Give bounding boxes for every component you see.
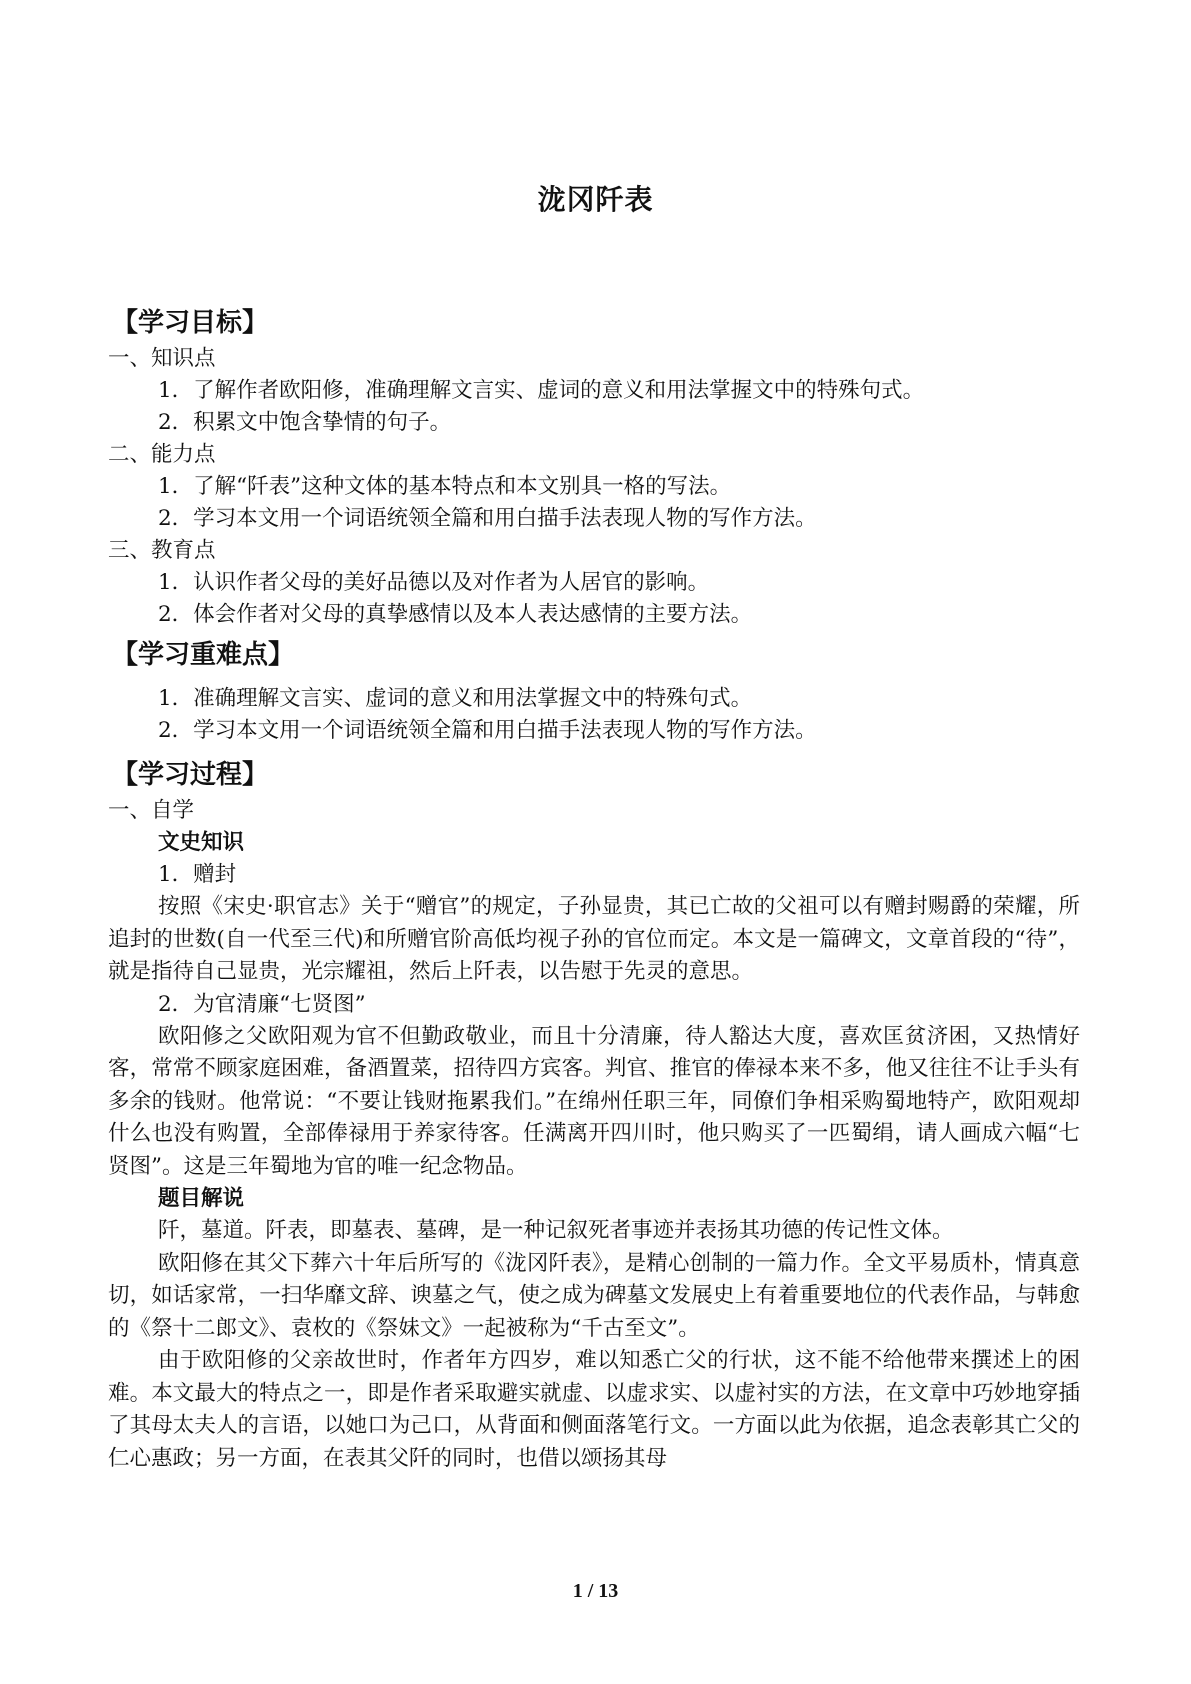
section-heading-objectives: 【学习目标】 bbox=[112, 308, 269, 338]
ability-item-2: 2．学习本文用一个词语统领全篇和用白描手法表现人物的写作方法。 bbox=[158, 506, 817, 531]
subheading-literary-history: 文史知识 bbox=[158, 830, 245, 855]
page-number: 1 / 13 bbox=[572, 1580, 619, 1602]
knowledge-item-2: 2．积累文中饱含挚情的句子。 bbox=[158, 410, 452, 435]
item-zengfeng: 1．赠封 bbox=[158, 862, 237, 887]
ability-item-1: 1．了解“阡表”这种文体的基本特点和本文别具一格的写法。 bbox=[158, 474, 732, 499]
paragraph-title-2: 欧阳修在其父下葬六十年后所写的《泷冈阡表》，是精心创制的一篇力作。全文平易质朴，情真意切，如话家常，一扫华靡文辞、谀墓之气，使之成为碑墓文发展史上有着重要地位的代表作品，与韩愈的《祭十二郎文》、袁枚的《祭妹文》一起被称为“千古至文”。 bbox=[108, 1250, 1080, 1341]
section-heading-process: 【学习过程】 bbox=[112, 760, 269, 790]
document-title: 泷冈阡表 bbox=[537, 183, 654, 216]
paragraph-title-3: 由于欧阳修的父亲故世时，作者年方四岁，难以知悉亡父的行状，这不能不给他带来撰述上的困难。本文最大的特点之一，即是作者采取避实就虚、以虚求实、以虚衬实的方法，在文章中巧妙地穿插了其母太夫人的言语，以她口为己口，从背面和侧面落笔行文。一方面以此为依据，追念表彰其亡父的仁心惠政；另一方面，在表其父阡的同时，也借以颂扬其母 bbox=[108, 1348, 1080, 1471]
document-body bbox=[108, 303, 1080, 1475]
paragraph-qixiantu: 欧阳修之父欧阳观为官不但勤政敬业，而且十分清廉，待人豁达大度，喜欢匡贫济困，又热情好客，常常不顾家庭困难，备酒置菜，招待四方宾客。判官、推官的俸禄本来不多，他又往往不让手头有多余的钱财。他常说：“不要让钱财拖累我们。”在绵州任职三年，同僚们争相采购蜀地特产，欧阳观却什么也没有购置，全部俸禄用于养家待客。任满离开四川时，他只购买了一匹蜀绢，请人画成六幅“七贤图”。这是三年蜀地为官的唯一纪念物品。 bbox=[108, 1023, 1080, 1179]
subheading-title-explanation: 题目解说 bbox=[158, 1186, 245, 1211]
section-heading-key-points: 【学习重难点】 bbox=[112, 640, 295, 670]
key-point-2: 2．学习本文用一个词语统领全篇和用白描手法表现人物的写作方法。 bbox=[158, 718, 817, 743]
item-qixiantu: 2．为官清廉“七贤图” bbox=[158, 991, 366, 1017]
education-label: 三、教育点 bbox=[108, 538, 216, 563]
education-item-2: 2．体会作者对父母的真挚感情以及本人表达感情的主要方法。 bbox=[158, 602, 753, 627]
knowledge-label: 一、知识点 bbox=[108, 346, 216, 371]
self-study-label: 一、自学 bbox=[108, 798, 195, 823]
ability-label: 二、能力点 bbox=[108, 442, 216, 467]
paragraph-title-1: 阡，墓道。阡表，即墓表、墓碑，是一种记叙死者事迹并表扬其功德的传记性文体。 bbox=[158, 1218, 954, 1243]
education-item-1: 1．认识作者父母的美好品德以及对作者为人居官的影响。 bbox=[158, 570, 710, 595]
knowledge-item-1: 1．了解作者欧阳修，准确理解文言实、虚词的意义和用法掌握文中的特殊句式。 bbox=[158, 378, 925, 403]
paragraph-zengfeng: 按照《宋史·职官志》关于“赠官”的规定，子孙显贵，其已亡故的父祖可以有赠封赐爵的荣耀，所追封的世数(自一代至三代)和所赠官阶高低均视子孙的官位而定。本文是一篇碑文，文章首段的“待”，就是指待自己显贵，光宗耀祖，然后上阡表，以告慰于先灵的意思。 bbox=[108, 894, 1080, 984]
key-point-1: 1．准确理解文言实、虚词的意义和用法掌握文中的特殊句式。 bbox=[158, 686, 753, 711]
